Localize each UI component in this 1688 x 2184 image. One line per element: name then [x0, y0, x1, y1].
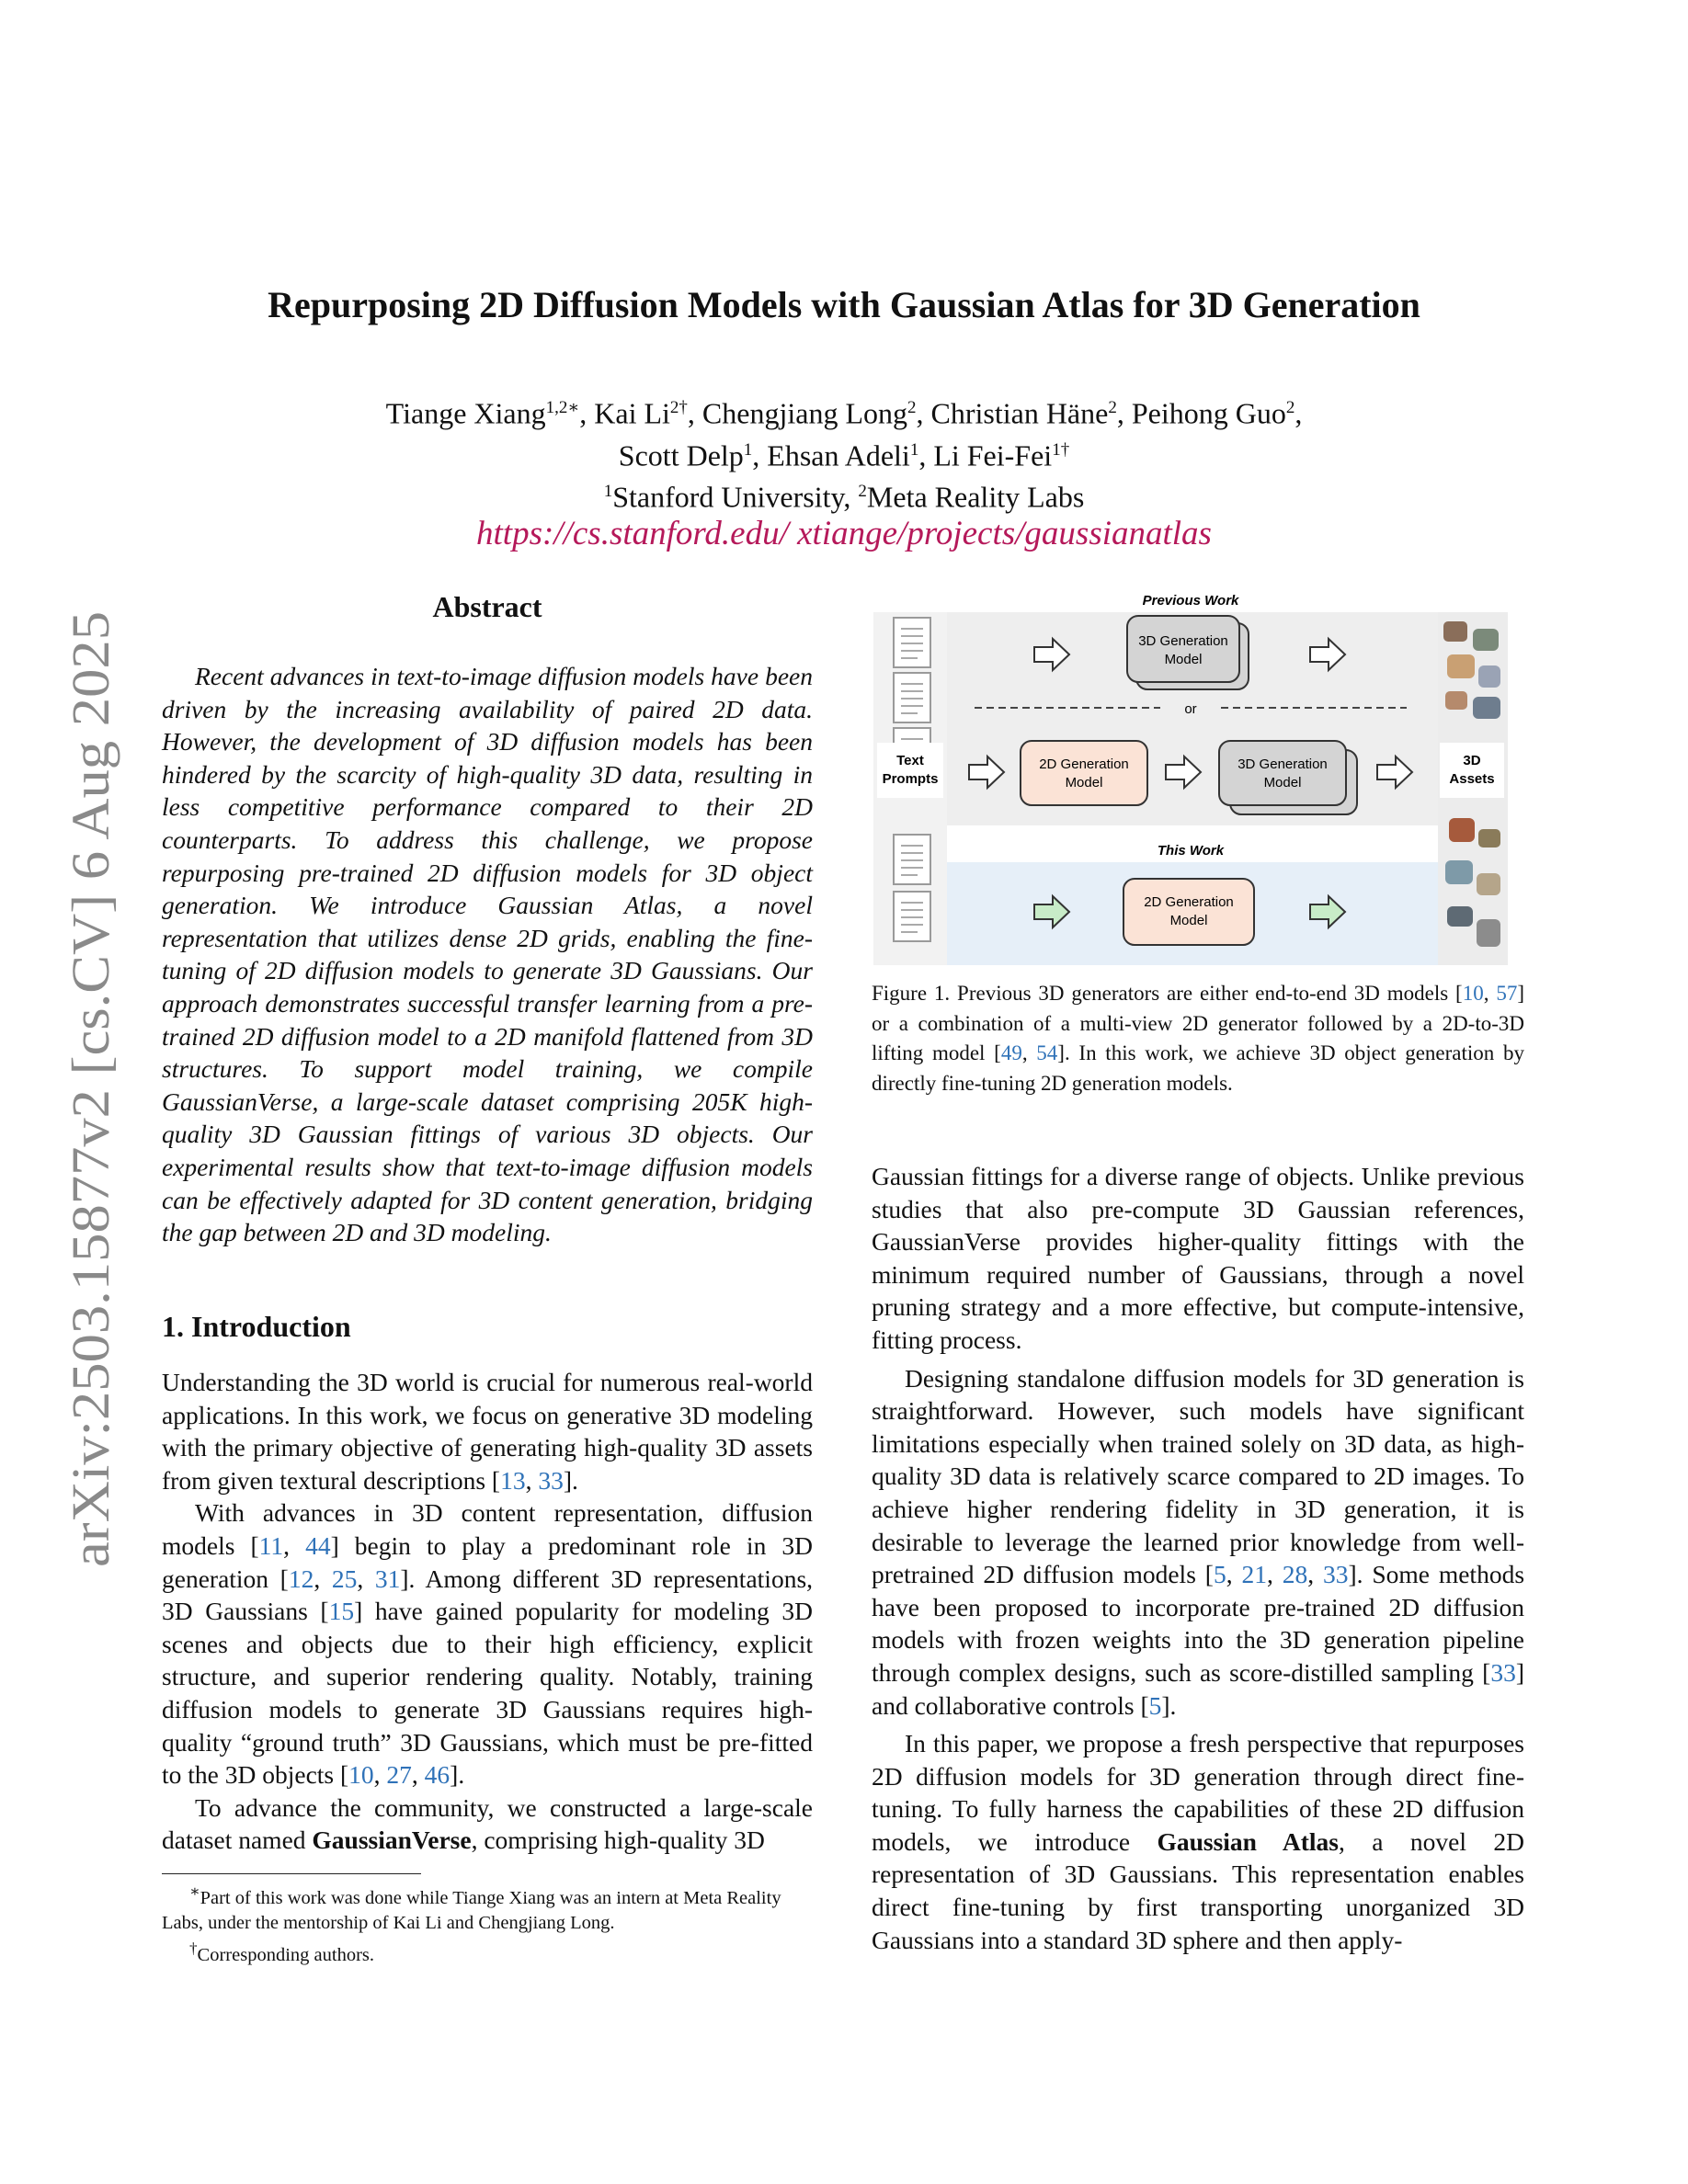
citation-link[interactable]: 11	[258, 1530, 284, 1560]
abstract-body	[162, 660, 813, 1249]
right-paragraph-3	[872, 1727, 1524, 1956]
author-name: Kai Li	[594, 396, 670, 430]
citation-link[interactable]: 27	[386, 1760, 412, 1790]
citation-link[interactable]: 33	[538, 1465, 564, 1495]
author-name: Christian Häne	[930, 396, 1109, 430]
citation-link[interactable]: 31	[374, 1564, 401, 1593]
box-label: Model	[1065, 775, 1103, 791]
box-label: Model	[1263, 775, 1302, 791]
author-affiliation: 2†	[669, 398, 688, 417]
section-heading-introduction: 1. Introduction	[162, 1310, 351, 1343]
box-label: Model	[1164, 652, 1203, 667]
paragraph-text: ]. Some methods have been proposed to incorporate pre-trained 2D diffusion models with frozen weights into the 3D generation pipeline through complex designs, such as score-distilled sampling [	[872, 1560, 1525, 1687]
3d-assets-label: Assets	[1449, 771, 1495, 787]
author-name: Tiange Xiang	[385, 396, 546, 430]
affiliation-meta: Meta Reality Labs	[866, 480, 1085, 514]
affiliation-mark: 2	[858, 482, 867, 502]
paragraph-text: , comprising high-quality 3D	[471, 1826, 765, 1855]
paragraph-text: ]. Among different 3D representations, 3D Gaussians [	[162, 1564, 814, 1626]
affiliation-stanford: Stanford University,	[612, 480, 859, 514]
or-label: or	[1184, 701, 1197, 717]
citation-link[interactable]: 57	[1496, 982, 1518, 1005]
box-label: 3D Generation	[1237, 756, 1328, 772]
arxiv-sidebar	[28, 607, 129, 1572]
footnote-2	[162, 1936, 813, 1968]
footnote-rule	[162, 1873, 421, 1874]
figure-1-caption: Figure 1. Previous 3D generators are either end-to-end 3D models [10, 57] or a combination of a multi-view 2D generator followed by a 2D-to-3D lifting model [49, 54]. In this work, we achieve 3D object generation by directly fine-tuning 2D generation models.	[872, 982, 1525, 1095]
3d-generation-model-box	[1219, 741, 1346, 805]
text-prompts-label: Prompts	[882, 771, 939, 787]
citation-link[interactable]: 15	[328, 1597, 355, 1626]
author-name: Chengjiang Long	[701, 396, 907, 430]
paper-title: Repurposing 2D Diffusion Models with Gaussian Atlas for 3D Generation	[268, 284, 1420, 325]
box-label: 2D Generation	[1039, 756, 1129, 772]
author-affiliation: 2	[907, 398, 917, 417]
affiliations	[0, 473, 1688, 516]
intro-paragraph-1: Understanding the 3D world is crucial for numerous real-world applications. In this work, we focus on generative 3D modeling with the primary objective of generating high-quality 3D assets from given textural descriptions [13, 33].	[162, 1368, 813, 1495]
abstract-heading: Abstract	[432, 590, 542, 623]
3d-assets-label: 3D	[1463, 753, 1481, 768]
citation-link[interactable]: 25	[331, 1564, 358, 1593]
author-affiliation: 1,2∗	[545, 398, 580, 417]
right-paragraph-1: Gaussian fittings for a diverse range of objects. Unlike previous studies that also pre-compute 3D Gaussian references, GaussianVerse provides higher-quality fittings with the minimum required number of Gaussians, through a novel pruning strategy and a more effective, but compute-intensive, fitting process.	[872, 1162, 1524, 1354]
3d-generation-model-box	[1127, 616, 1239, 682]
citation-link[interactable]: 33	[1322, 1560, 1349, 1589]
paragraph-text: ] and collaborative controls [	[872, 1657, 1524, 1720]
citation-link[interactable]: 54	[1036, 1041, 1058, 1064]
paragraph-text: Designing standalone diffusion models for 3D generation is straightforward. However, such models have significant limitations especially when trained solely on 3D data, as high-quality 3D data is relatively scarce compared to 2D images. To achieve higher rendering fidelity in 3D generation, it is desirable to leverage the learned prior knowledge from well-pretrained 2D diffusion models [	[872, 1363, 1524, 1589]
project-url-link[interactable]: https://cs.stanford.edu/ xtiange/projects/gaussianatlas	[476, 514, 1212, 552]
author-affiliation: 1†	[1052, 439, 1070, 460]
paragraph-text: ].	[1161, 1690, 1177, 1720]
footnotes	[162, 1879, 813, 1968]
author-name: Ehsan Adeli	[767, 438, 910, 472]
paragraph-text: , a novel 2D representation of 3D Gaussians. This representation enables direct fine-tuning by first transporting unorganized 3D Gaussians into a standard 3D sphere and then apply-	[872, 1826, 1524, 1954]
box-label: 3D Generation	[1138, 633, 1228, 649]
author-name: Scott Delp	[618, 438, 744, 472]
footnote-1	[162, 1879, 813, 1936]
footnote-text: Part of this work was done while Tiange Xiang was an intern at Meta Reality Labs, under the mentorship of Kai Li and Chengjiang Long.	[162, 1887, 781, 1933]
previous-work-label: Previous Work	[1142, 593, 1239, 609]
citation-link[interactable]: 10	[348, 1760, 374, 1790]
paragraph-text: ] begin to play a predominant role in 3D generation [	[162, 1530, 813, 1593]
intro-paragraph-2: With advances in 3D content representation, diffusion models [11, 44] begin to play a predominant role in 3D generation [12, 25, 31]. Among different 3D representations, 3D Gaussians [15] have gained popularity for modeling 3D scenes and objects due to their high efficiency, explicit structure, and superior rendering quality. Notably, training diffusion models to generate 3D Gaussians requires high-quality “ground truth” 3D Gaussians, which must be pre-fitted to the 3D objects [10, 27, 46].	[162, 1498, 814, 1790]
paragraph-text: Understanding the 3D world is crucial for numerous real-world applications. In this work, we focus on generative 3D modeling with the primary objective of generating high-quality 3D assets from given textural descriptions [	[162, 1368, 813, 1495]
paragraph-text: In this paper, we propose a fresh perspective that repurposes 2D diffusion models for 3D generation through direct fine-tuning. To fully harness the capabilities of these 2D diffusion models, we introduce	[872, 1729, 1524, 1856]
citation-link[interactable]: 12	[288, 1564, 314, 1593]
citation-link[interactable]: 44	[305, 1530, 331, 1560]
right-paragraph-2: Designing standalone diffusion models for 3D generation is straightforward. However, such models have significant limitations especially when trained solely on 3D data, as high-quality 3D data is relatively scarce compared to 2D images. To achieve higher rendering fidelity in 3D generation, it is desirable to leverage the learned prior knowledge from well-pretrained 2D diffusion models [5, 21, 28, 33]. Some methods have been proposed to incorporate pre-trained 2D diffusion models with frozen weights into the 3D generation pipeline through complex designs, such as score-distilled sampling [33] and collaborative controls [5].	[872, 1363, 1525, 1720]
text-prompts-label: Text	[896, 753, 924, 768]
author-name: Li Fei-Fei	[933, 438, 1053, 472]
caption-text: ] or a combination of a multi-view 2D generator followed by a 2D-to-3D lifting model [	[872, 982, 1524, 1064]
citation-link[interactable]: 28	[1282, 1560, 1308, 1589]
caption-text: ]. In this work, we achieve 3D object generation by directly fine-tuning 2D generation models.	[872, 1041, 1525, 1095]
author-affiliation: 1	[909, 439, 919, 460]
authors-line-1: Tiange Xiang$^{1,2∗}$, Kai $Li^{2\dagger}$, Chengjiang Long$^2$, Christian Häne$^2$, Peihong Guo$^2$,	[385, 396, 1303, 430]
footnote-text: Corresponding authors.	[197, 1944, 374, 1965]
box-label: 2D Generation	[1144, 894, 1234, 910]
citation-link[interactable]: 21	[1241, 1560, 1267, 1589]
citation-link[interactable]: 49	[1000, 1041, 1022, 1064]
citation-link[interactable]: 5	[1213, 1560, 1226, 1589]
box-label: Model	[1169, 913, 1208, 928]
method-name: Gaussian Atlas	[1157, 1826, 1339, 1856]
citation-link[interactable]: 33	[1490, 1657, 1516, 1687]
footnote-mark: ∗	[189, 1883, 200, 1900]
author-block	[0, 390, 1688, 552]
paragraph-text: ] have gained popularity for modeling 3D scenes and objects due to their high efficiency, explicit structure, and superior rendering quality. Notably, training diffusion models to generate 3D Gaussians requires high-quality “ground truth” 3D Gaussians, which must be pre-fitted to the 3D objects [	[162, 1597, 813, 1790]
author-affiliation: 2	[1108, 398, 1117, 417]
2d-generation-model-box	[1123, 879, 1254, 945]
2d-generation-model-box	[1021, 741, 1147, 805]
right-column-body	[872, 1160, 1524, 1956]
paragraph-text: With advances in 3D content representation, diffusion models [	[162, 1498, 813, 1560]
author-name: Peihong Guo	[1131, 396, 1286, 430]
paragraph-text: ].	[563, 1465, 578, 1495]
paragraph-text: To advance the community, we constructed a large-scale dataset named	[162, 1792, 813, 1855]
citation-link[interactable]: 13	[500, 1465, 526, 1495]
citation-link[interactable]: 5	[1148, 1690, 1162, 1720]
citation-link[interactable]: 10	[1462, 982, 1484, 1005]
intro-paragraph-3	[162, 1792, 813, 1857]
author-affiliation: 2	[1285, 398, 1295, 417]
abstract-text: Recent advances in text-to-image diffusion models have been driven by the increasing availability of paired 2D data. However, the development of 3D diffusion models has been hindered by the scarcity of high-quality 3D data, resulting in less competitive performance compared to their 2D counterparts. To address this challenge, we propose repurposing pre-trained 2D diffusion models for 3D object generation. We introduce Gaussian Atlas, a novel representation that utilizes dense 2D grids, enabling the fine-tuning of 2D diffusion models to generate 3D Gaussians. Our approach demonstrates successful transfer learning from a pre-trained 2D diffusion model to a 2D manifold flattened from 3D structures. To support model training, we compile GaussianVerse, a large-scale dataset comprising 205K high-quality 3D Gaussian fittings of various 3D objects. Our experimental results show that text-to-image diffusion models can be effectively adapted for 3D content generation, bridging the gap between 2D and 3D modeling.	[162, 662, 813, 1247]
this-work-label: This Work	[1157, 843, 1225, 859]
introduction-body	[162, 1366, 813, 1857]
paragraph-text: ].	[450, 1760, 465, 1790]
author-affiliation: 1	[743, 439, 753, 460]
affiliation-mark: 1	[603, 482, 613, 502]
authors-line-2: Scott Delp$^1$, Ehsan Adeli$^1$, Li Fei-Fei$^{1\dagger}$	[618, 438, 1070, 472]
caption-text: Figure 1. Previous 3D generators are either end-to-end 3D models [	[872, 982, 1463, 1005]
citation-link[interactable]: 46	[424, 1760, 451, 1790]
dataset-name: GaussianVerse	[312, 1826, 472, 1855]
arxiv-identifier: arXiv:2503.15877v2 [cs.CV] 6 Aug 2025	[61, 681, 120, 1567]
footnote-mark: †	[189, 1939, 198, 1957]
figure-1-diagram	[873, 588, 1508, 965]
